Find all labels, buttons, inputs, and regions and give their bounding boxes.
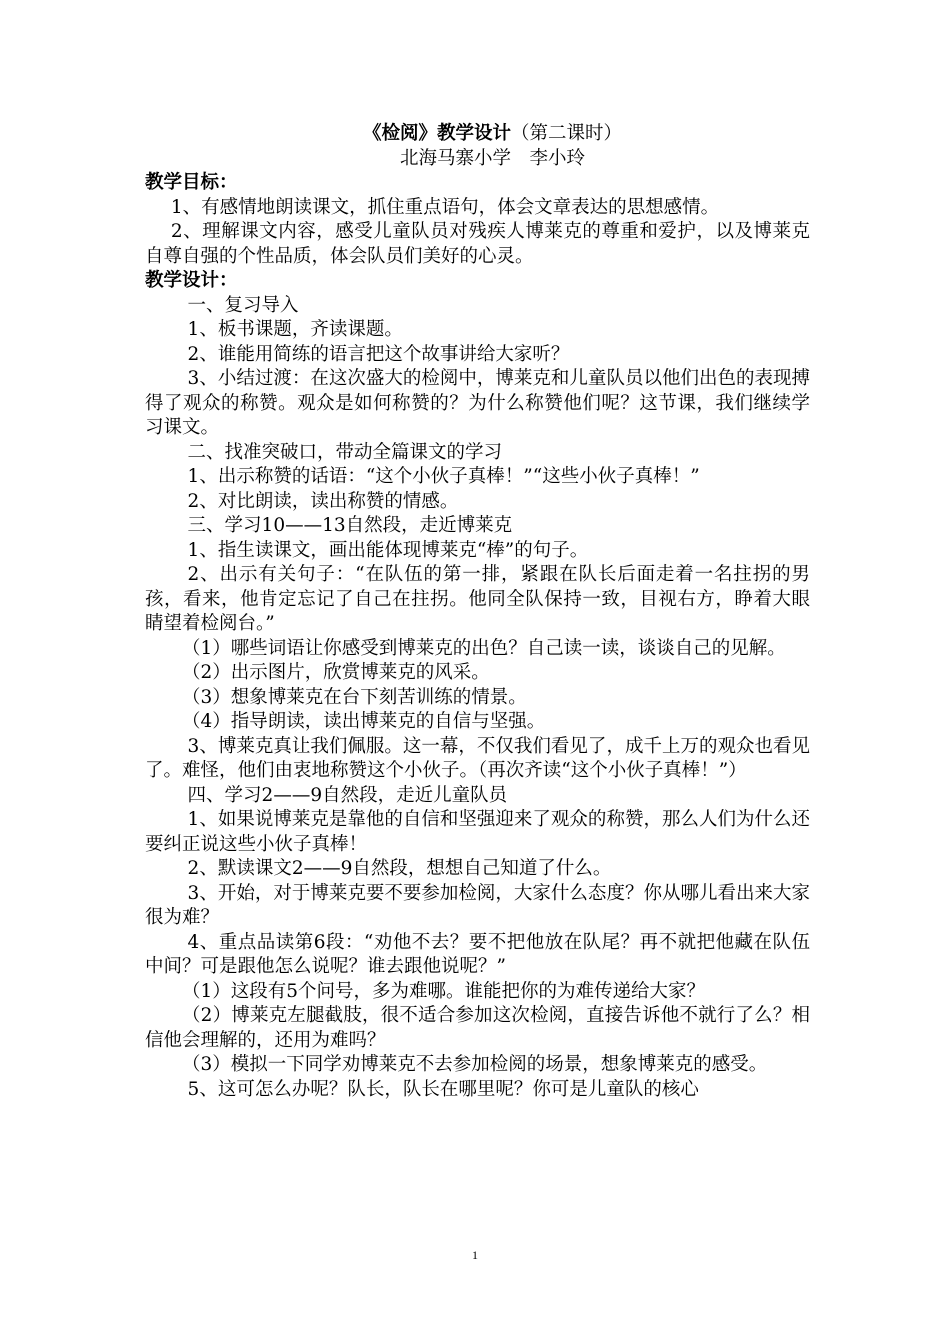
objectives-heading: 教学目标： xyxy=(145,172,238,193)
objective-item: 1、有感情地朗读课文，抓住重点语句，体会文章表达的思想感情。 xyxy=(170,196,720,218)
page-number: 1 xyxy=(472,1248,478,1262)
section-heading: 三、学习10——13自然段，走近博莱克 xyxy=(187,515,513,536)
paragraph: 3、开始，对于博莱克要不要参加检阅，大家什么态度？你从哪儿看出来大家很为难？ xyxy=(145,882,810,928)
section-heading: 二、找准突破口，带动全篇课文的学习 xyxy=(187,441,503,463)
paragraph: 3、博莱克真让我们佩服。这一幕，不仅我们看见了，成千上万的观众也看见了。难怪，他们由衷地称赞这个小伙子。（再次齐读“这个小伙子真棒！”） xyxy=(145,735,810,781)
design-heading: 教学设计： xyxy=(145,270,238,291)
paragraph: 2、出示有关句子：“在队伍的第一排，紧跟在队长后面走着一名拄拐的男孩，看来，他肯定忘记了自己在拄拐。他同全队保持一致，目视右方，睁着大眼睛望着检阅台。” xyxy=(145,564,810,634)
paragraph: 2、谁能用简练的语言把这个故事讲给大家听？ xyxy=(187,343,570,365)
paragraph: 2、默读课文2——9自然段，想想自己知道了什么。 xyxy=(187,858,612,879)
author-line: 北海马寨小学 李小玲 xyxy=(399,147,585,169)
document-title xyxy=(145,122,810,147)
paragraph: 1、指生读课文，画出能体现博莱克“棒”的句子。 xyxy=(187,539,589,561)
title-main: 《检阅》教学设计 xyxy=(362,123,511,144)
sub-paragraph: （4）指导朗读，读出博莱克的自信与坚强。 xyxy=(182,711,546,732)
paragraph: 5、这可怎么办呢？队长，队长在哪里呢？你可是儿童队的核心 xyxy=(187,1078,699,1100)
sub-paragraph: （3）想象博莱克在台下刻苦训练的情景。 xyxy=(182,686,527,708)
section-heading: 四、学习2——9自然段，走近儿童队员 xyxy=(187,784,508,806)
sub-paragraph: （1）这段有5个问号，多为难哪。谁能把你的为难传递给大家？ xyxy=(182,980,706,1002)
sub-paragraph: （1）哪些词语让你感受到博莱克的出色？自己读一读，谈谈自己的见解。 xyxy=(182,637,786,659)
sub-paragraph: （2）博莱克左腿截肢，很不适合参加这次检阅，直接告诉他不就行了么？相信他会理解的，还用为难吗？ xyxy=(145,1005,810,1051)
sub-paragraph: （3）模拟一下同学劝博莱克不去参加检阅的场景，想象博莱克的感受。 xyxy=(182,1054,768,1075)
paragraph: 1、如果说博莱克是靠他的自信和坚强迎来了观众的称赞，那么人们为什么还要纠正说这些小伙子真棒！ xyxy=(145,809,810,855)
document-body xyxy=(145,122,810,1102)
paragraph: 1、板书课题，齐读课题。 xyxy=(187,319,403,340)
sub-paragraph: （2）出示图片，欣赏博莱克的风采。 xyxy=(182,662,490,683)
paragraph: 2、对比朗读，读出称赞的情感。 xyxy=(187,490,459,512)
paragraph: 1、出示称赞的话语：“这个小伙子真棒！”“这些小伙子真棒！” xyxy=(187,466,700,487)
paragraph: 3、小结过渡：在这次盛大的检阅中，博莱克和儿童队员以他们出色的表现搏得了观众的称赞。观众是如何称赞的？为什么称赞他们呢？这节课，我们继续学习课文。 xyxy=(145,368,810,438)
paragraph: 4、重点品读第6段：“劝他不去？要不把他放在队尾？再不就把他藏在队伍中间？可是跟他怎么说呢？谁去跟他说呢？” xyxy=(145,931,810,977)
objective-item: 2、理解课文内容，感受儿童队员对残疾人博莱克的尊重和爱护，以及博莱克自尊自强的个性品质，体会队员们美好的心灵。 xyxy=(145,221,810,267)
title-suffix: （第二课时） xyxy=(511,123,623,144)
section-heading: 一、复习导入 xyxy=(187,294,299,316)
